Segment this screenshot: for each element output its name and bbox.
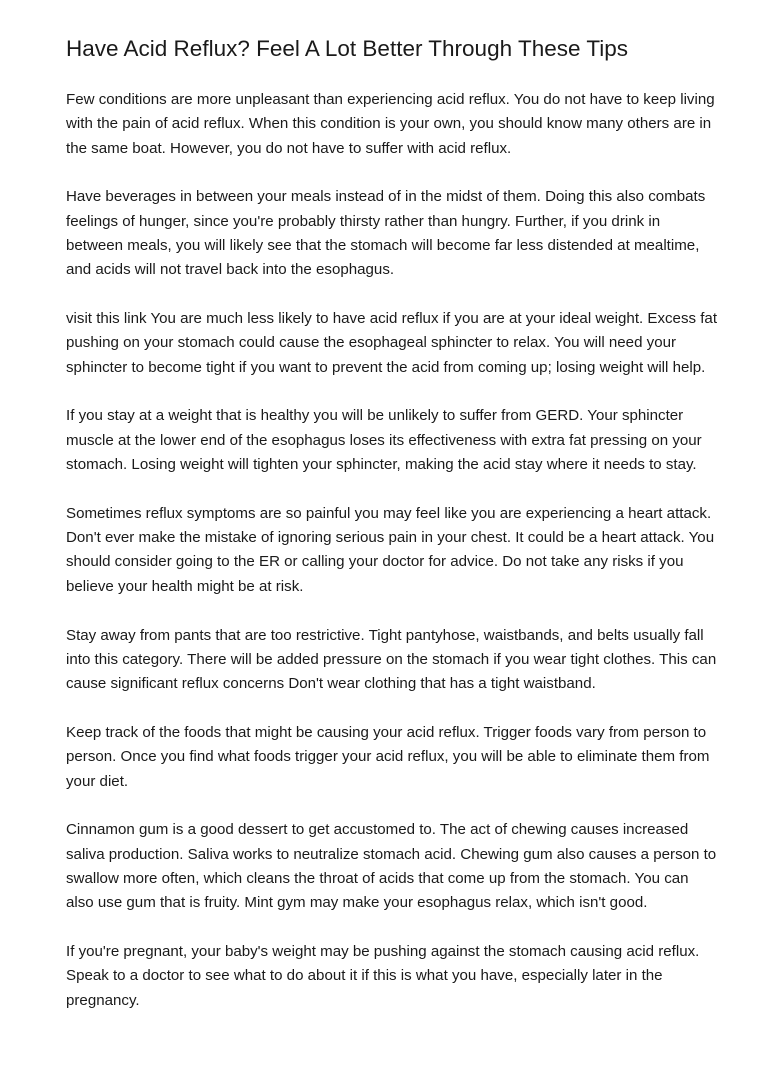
paragraph-trigger-foods: Keep track of the foods that might be causing your acid reflux. Trigger foods vary from person to person. Once you find what foods trigger your acid reflux, you will be able to eliminate them from your diet. <box>66 723 710 790</box>
paragraph-healthy-weight: If you stay at a weight that is healthy you will be unlikely to suffer from GERD. Your sphincter muscle at the lower end of the esophagus loses its effectiveness with extra fat pressing on your stomach. Losing weight will tighten your sphincter, making the acid stay where it needs to stay. <box>66 407 702 474</box>
paragraph-ideal-weight: visit this link You are much less likely to have acid reflux if you are at your ideal weight. Excess fat pushing on your stomach could cause the esophageal sphincter to relax. You will need your sphincter to become tight if you want to prevent the acid from coming up; losing weight will help. <box>66 310 718 376</box>
paragraph-beverages: Have beverages in between your meals instead of in the midst of them. Doing this also combats feelings of hunger, since you're probably thirsty rather than hungry. Further, if you drink in between meals, you will likely see that the stomach will become far less distended at mealtime, and acids will not travel back into the esophagus. <box>66 188 706 279</box>
paragraph-intro: Few conditions are more unpleasant than experiencing acid reflux. You do not have to keep living with the pain of acid reflux. When this condition is your own, you should know many others are in the same boat. However, you do not have to suffer with acid reflux. <box>66 91 715 157</box>
paragraph-cinnamon-gum: Cinnamon gum is a good dessert to get accustomed to. The act of chewing causes increased saliva production. Saliva works to neutralize stomach acid. Chewing gum also causes a person to swallow more often, which cleans the throat of acids that come up from the stomach. You can also use gum that is fruity. Mint gym may make your esophagus relax, which isn't good. <box>66 821 717 912</box>
paragraph-pregnancy: If you're pregnant, your baby's weight may be pushing against the stomach causing acid reflux. Speak to a doctor to see what to do about it if this is what you have, especially later in the pregnancy. <box>66 943 700 1009</box>
document-title: Have Acid Reflux? Feel A Lot Better Through These Tips <box>66 36 628 61</box>
paragraph-heart-attack: Sometimes reflux symptoms are so painful you may feel like you are experiencing a heart attack. Don't ever make the mistake of ignoring serious pain in your chest. It could be a heart attack. You should consider going to the ER or calling your doctor for advice. Do not take any risks if you believe your health might be at risk. <box>66 504 715 595</box>
paragraph-restrictive-pants: Stay away from pants that are too restrictive. Tight pantyhose, waistbands, and belts usually fall into this category. There will be added pressure on the stomach if you wear tight clothes. This can cause significant reflux concerns Don't wear clothing that has a tight waistband. <box>66 626 717 693</box>
